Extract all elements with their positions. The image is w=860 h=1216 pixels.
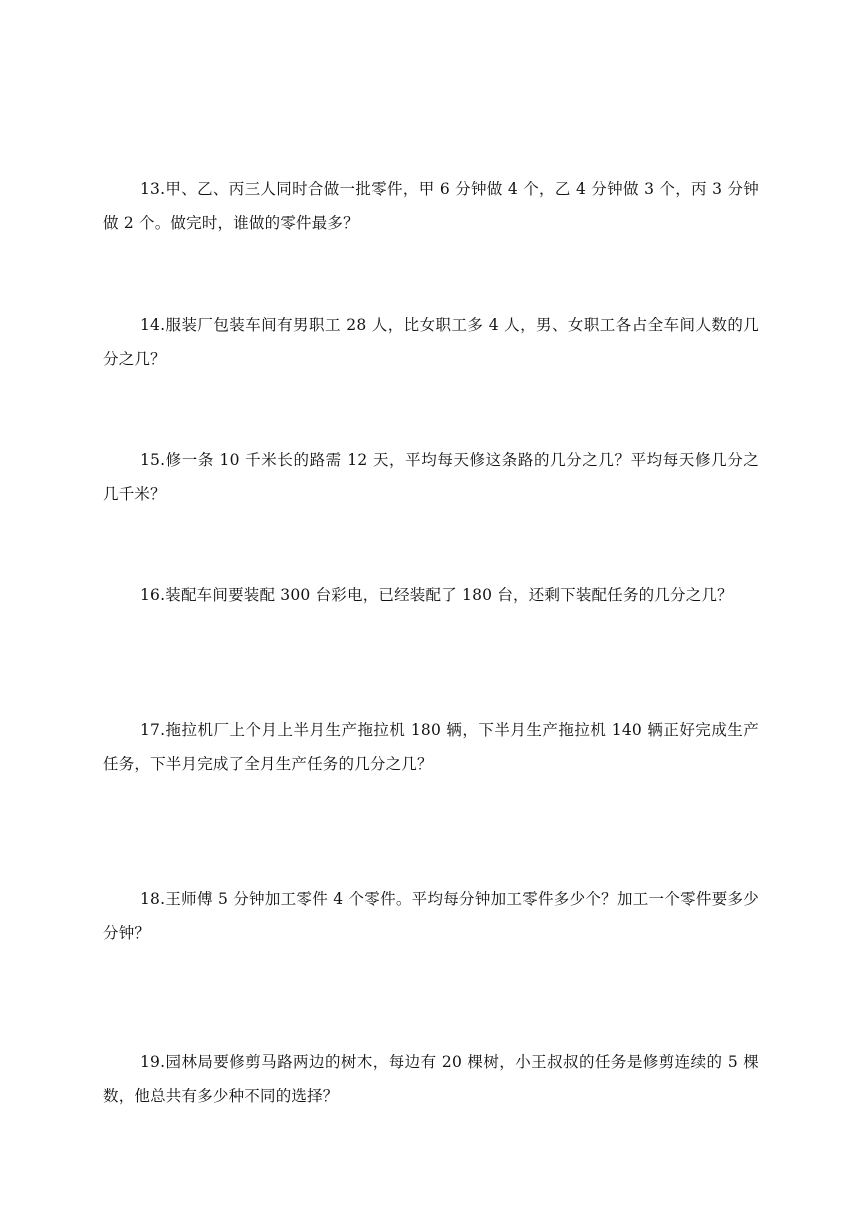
problem-text: 装配车间要装配 300 台彩电，已经装配了 180 台，还剩下装配任务的几分之几？ [165,586,733,604]
problem-18 [103,882,759,950]
problem-number: 17. [140,721,166,739]
problem-text: 王师傅 5 分钟加工零件 4 个零件。平均每分钟加工零件多少个？加工一个零件要多少分钟？ [103,890,759,942]
problem-13 [103,172,759,240]
problem-14 [103,308,759,376]
problem-number: 14. [140,316,166,334]
problem-number: 16. [140,586,166,604]
problem-16 [103,578,759,612]
problem-text: 拖拉机厂上个月上半月生产拖拉机 180 辆，下半月生产拖拉机 140 辆正好完成生产任务，下半月完成了全月生产任务的几分之几？ [103,721,759,773]
problem-text: 服装厂包装车间有男职工 28 人，比女职工多 4 人，男、女职工各占全车间人数的几分之几？ [103,316,759,368]
problem-number: 13. [140,180,166,198]
problem-text: 修一条 10 千米长的路需 12 天，平均每天修这条路的几分之几？平均每天修几分之几千米？ [103,451,759,503]
problem-15 [103,443,759,511]
problem-text: 甲、乙、丙三人同时合做一批零件，甲 6 分钟做 4 个，乙 4 分钟做 3 个，丙 3 分钟做 2 个。做完时，谁做的零件最多？ [103,180,759,232]
problem-19 [103,1045,759,1113]
problem-number: 19. [140,1053,166,1071]
problem-text: 园林局要修剪马路两边的树木，每边有 20 棵树，小王叔叔的任务是修剪连续的 5 棵数，他总共有多少种不同的选择？ [103,1053,759,1105]
problem-17 [103,713,759,781]
problem-number: 15. [140,451,166,469]
problem-number: 18. [140,890,166,908]
